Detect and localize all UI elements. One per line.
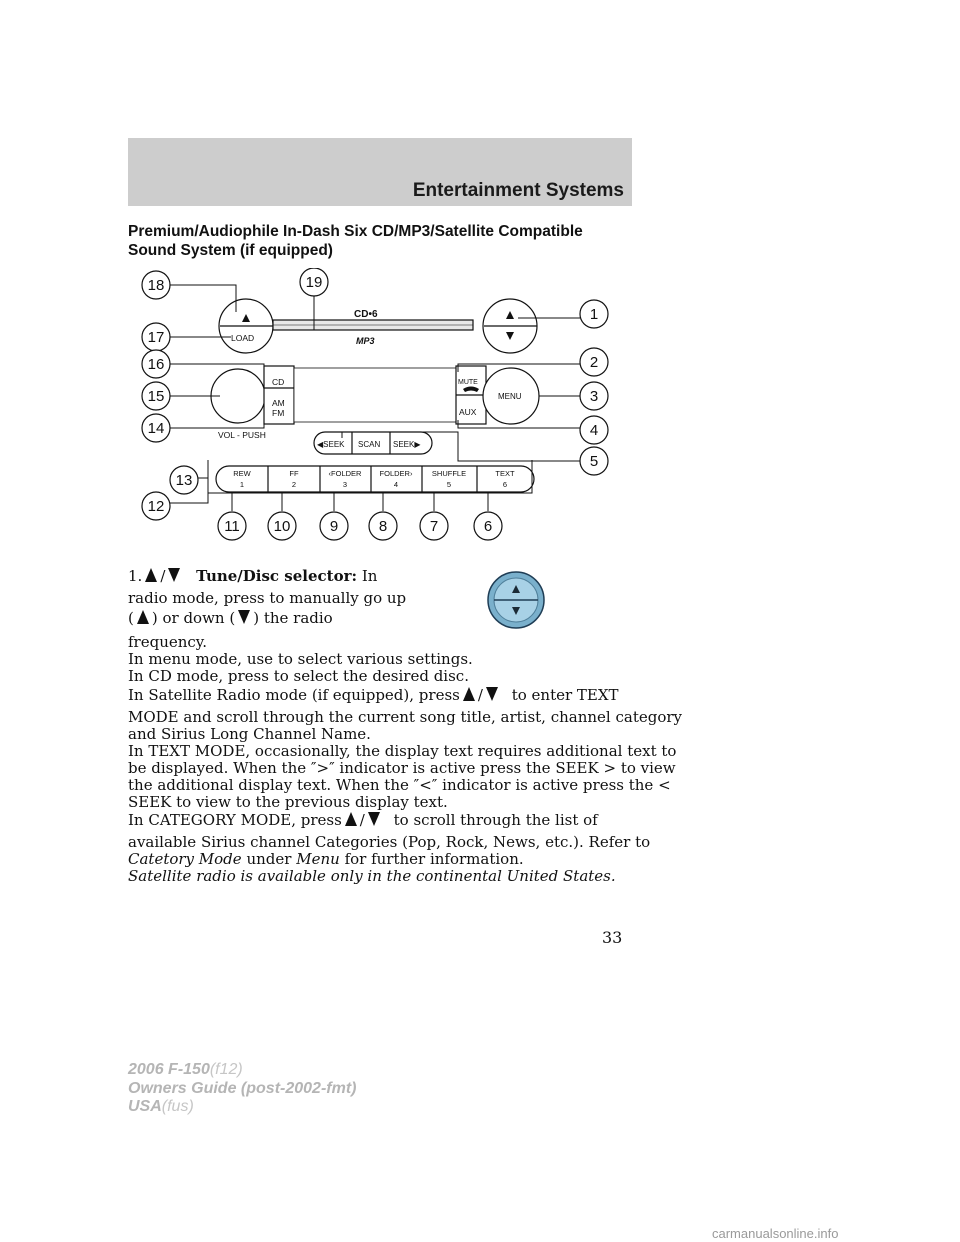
preset-2-number: 2 bbox=[291, 480, 297, 489]
aux-label: AUX bbox=[459, 407, 477, 417]
preset-5-number: 5 bbox=[446, 480, 452, 489]
preset-5-label: SHUFFLE bbox=[431, 469, 467, 478]
scan-label: SCAN bbox=[358, 440, 381, 449]
preset-1-label: REW bbox=[233, 469, 251, 478]
callout-14 bbox=[142, 414, 170, 442]
item1-line4: frequency. bbox=[128, 633, 208, 651]
up-triangle-icon bbox=[345, 812, 357, 826]
sat-line1: In Satellite Radio mode (if equipped), press / to enter TEXT bbox=[128, 686, 619, 704]
down-triangle-icon bbox=[238, 610, 250, 624]
callout-12 bbox=[142, 492, 170, 520]
footer: 2006 F-150(f12) Owners Guide (post-2002-fmt) USA(fus) bbox=[128, 1061, 357, 1115]
mute-label: MUTE bbox=[458, 379, 478, 386]
svg-text:15: 15 bbox=[147, 388, 165, 405]
item1-line6: In CD mode, press to select the desired disc. bbox=[128, 667, 469, 685]
up-triangle-icon bbox=[137, 610, 149, 624]
callout-6 bbox=[474, 512, 502, 540]
section-heading: Premium/Audiophile In-Dash Six CD/MP3/Satellite Compatible Sound System (if equipped) bbox=[128, 223, 583, 259]
svg-text:19: 19 bbox=[305, 274, 323, 291]
callout-8 bbox=[369, 512, 397, 540]
svg-text:14: 14 bbox=[147, 420, 165, 437]
down-triangle-icon bbox=[168, 568, 180, 582]
callout-13 bbox=[170, 466, 198, 494]
sat-line10: Catetory Mode under Menu for further information. bbox=[128, 850, 524, 868]
up-triangle-icon bbox=[145, 568, 157, 582]
callout-16 bbox=[142, 350, 170, 378]
callout-4 bbox=[580, 416, 608, 444]
radio-diagram bbox=[128, 268, 628, 550]
sat-line2: MODE and scroll through the current song title, artist, channel category bbox=[128, 708, 683, 726]
svg-text:9: 9 bbox=[329, 518, 339, 535]
am-label: AM bbox=[272, 398, 285, 408]
callout-9 bbox=[320, 512, 348, 540]
mp3-label: MP3 bbox=[356, 336, 375, 346]
preset-6-label: TEXT bbox=[495, 469, 515, 478]
preset-3-number: 3 bbox=[342, 480, 348, 489]
seek-right-label: SEEK▶ bbox=[393, 440, 421, 449]
preset-6-number: 6 bbox=[502, 480, 508, 489]
cd6-label: CD•6 bbox=[354, 309, 378, 320]
preset-3-label: ‹FOLDER bbox=[328, 469, 362, 478]
menu-label: MENU bbox=[498, 392, 522, 401]
preset-4-number: 4 bbox=[393, 480, 399, 489]
svg-text:18: 18 bbox=[147, 277, 165, 294]
item1-line3: ( ) or down ( ) the radio bbox=[128, 609, 333, 627]
callout-11 bbox=[218, 512, 246, 540]
sat-line6: the additional display text. When the ″<″ indicator is active press the < bbox=[128, 776, 671, 794]
svg-text:8: 8 bbox=[378, 518, 388, 535]
svg-text:4: 4 bbox=[589, 422, 599, 439]
sat-line5: be displayed. When the ″>″ indicator is active press the SEEK > to view bbox=[128, 759, 676, 777]
callout-2 bbox=[580, 348, 608, 376]
callout-19 bbox=[300, 268, 328, 296]
item1-line1: 1. / Tune/Disc selector: In bbox=[128, 567, 378, 585]
preset-bar bbox=[216, 466, 534, 492]
cd-label: CD bbox=[272, 377, 285, 387]
svg-text:7: 7 bbox=[429, 518, 439, 535]
fm-label: FM bbox=[272, 408, 285, 418]
watermark: carmanualsonline.info bbox=[712, 1226, 839, 1241]
callout-17 bbox=[142, 323, 170, 351]
svg-text:1: 1 bbox=[589, 306, 599, 323]
callout-5 bbox=[580, 447, 608, 475]
item1-line5: In menu mode, use to select various settings. bbox=[128, 650, 473, 668]
svg-text:2: 2 bbox=[589, 354, 599, 371]
svg-text:17: 17 bbox=[147, 329, 165, 346]
item1-line2: radio mode, press to manually go up bbox=[128, 589, 407, 607]
svg-text:3: 3 bbox=[589, 388, 599, 405]
callout-18 bbox=[142, 271, 170, 299]
callout-15 bbox=[142, 382, 170, 410]
down-triangle-icon bbox=[486, 687, 498, 701]
sat-line3: and Sirius Long Channel Name. bbox=[128, 725, 371, 743]
vol-push-label: VOL - PUSH bbox=[218, 430, 266, 440]
load-label: LOAD bbox=[231, 333, 255, 343]
svg-text:13: 13 bbox=[175, 472, 193, 489]
seek-left-label: ◀SEEK bbox=[317, 440, 345, 449]
sat-line9: available Sirius channel Categories (Pop, Rock, News, etc.). Refer to bbox=[128, 833, 651, 851]
header-band bbox=[128, 138, 632, 206]
callout-10 bbox=[268, 512, 296, 540]
preset-4-label: FOLDER› bbox=[379, 469, 413, 478]
callout-3 bbox=[580, 382, 608, 410]
svg-text:11: 11 bbox=[224, 518, 240, 535]
svg-text:10: 10 bbox=[273, 518, 291, 535]
svg-text:12: 12 bbox=[147, 498, 165, 515]
callout-7 bbox=[420, 512, 448, 540]
page-number: 33 bbox=[602, 928, 623, 947]
svg-text:5: 5 bbox=[589, 453, 599, 470]
display bbox=[294, 368, 456, 422]
up-triangle-icon bbox=[463, 687, 475, 701]
preset-1-number: 1 bbox=[239, 480, 245, 489]
sat-line7: SEEK to view to the previous display text. bbox=[128, 793, 448, 811]
svg-text:16: 16 bbox=[147, 356, 165, 373]
tune-selector-image bbox=[486, 570, 546, 630]
sat-line8: In CATEGORY MODE, press / to scroll through the list of bbox=[128, 811, 598, 829]
preset-2-label: FF bbox=[289, 469, 299, 478]
sat-line4: In TEXT MODE, occasionally, the display text requires additional text to bbox=[128, 742, 677, 760]
svg-text:6: 6 bbox=[483, 518, 493, 535]
header-title: Entertainment Systems bbox=[412, 180, 624, 201]
sat-line11: Satellite radio is available only in the continental United States. bbox=[128, 867, 616, 885]
down-triangle-icon bbox=[368, 812, 380, 826]
callout-1 bbox=[580, 300, 608, 328]
